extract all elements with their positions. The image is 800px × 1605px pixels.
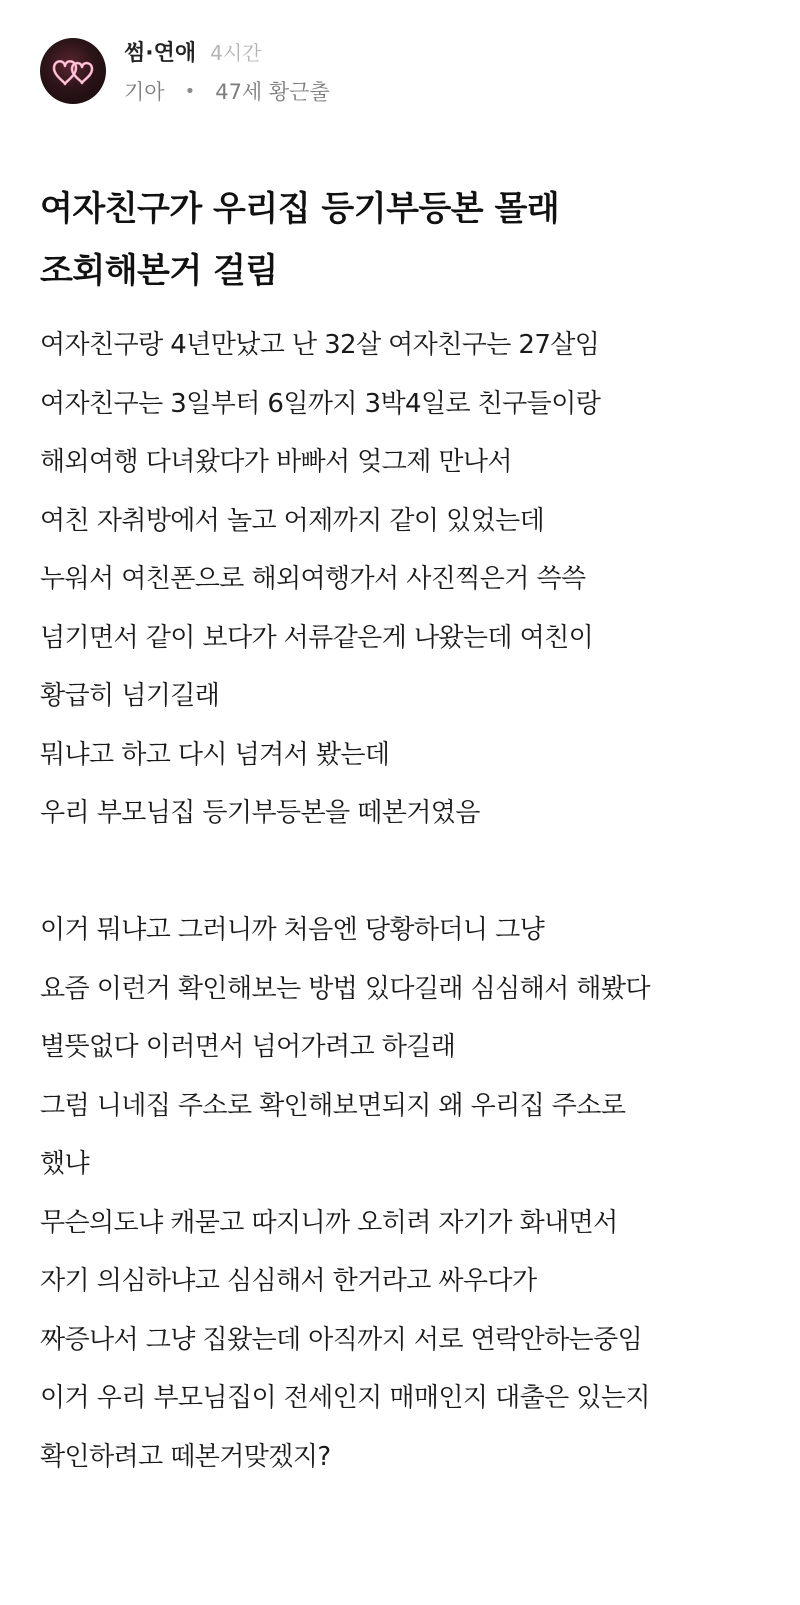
author-info[interactable]: 47세 황근출 (215, 80, 330, 104)
post-time: 4시간 (210, 41, 262, 65)
post-title-line: 여자친구가 우리집 등기부등본 몰래 (40, 189, 560, 229)
avatar[interactable] (40, 38, 106, 104)
post-title-line: 조회해본거 걸림 (40, 251, 278, 291)
post-body (40, 316, 770, 1486)
paragraph-break (40, 843, 770, 902)
body-line: 요즘 이런거 확인해보는 방법 있다길래 심심해서 해봤다 (40, 973, 650, 1004)
meta-separator: • (184, 80, 196, 102)
author-company[interactable]: 기아 (124, 80, 165, 104)
body-line: 여자친구랑 4년만났고 난 32살 여자친구는 27살임 (40, 330, 600, 360)
body-line: 여자친구는 3일부터 6일까지 3박4일로 친구들이랑 (40, 388, 601, 419)
body-line: 뭐냐고 하고 다시 넘겨서 봤는데 (40, 739, 390, 770)
body-line: 무슨의도냐 캐묻고 따지니까 오히려 자기가 화내면서 (40, 1207, 618, 1238)
body-line: 누워서 여친폰으로 해외여행가서 사진찍은거 쓱쓱 (40, 564, 586, 594)
body-line: 이거 뭐냐고 그러니까 처음엔 당황하더니 그냥 (40, 915, 545, 945)
post-header (40, 36, 330, 106)
post-meta (124, 36, 330, 106)
body-line: 자기 의심하냐고 심심해서 한거라고 싸우다가 (40, 1266, 537, 1296)
body-line: 짜증나서 그냥 집왔는데 아직까지 서로 연락안하는중임 (40, 1324, 643, 1355)
body-line: 해외여행 다녀왔다가 바빠서 엊그제 만나서 (40, 447, 512, 477)
neon-hearts-icon (40, 38, 106, 104)
body-line: 황급히 넘기길래 (40, 681, 220, 711)
body-line: 여친 자취방에서 놀고 어제까지 같이 있었는데 (40, 505, 545, 536)
body-line: 그럼 니네집 주소로 확인해보면되지 왜 우리집 주소로 (40, 1090, 626, 1121)
body-line: 확인하려고 떼본거맞겠지? (40, 1441, 331, 1472)
post-title (40, 178, 760, 302)
body-line: 별뜻없다 이러면서 넘어가려고 하길래 (40, 1032, 456, 1062)
body-line: 넘기면서 같이 보다가 서류같은게 나왔는데 여친이 (40, 622, 594, 653)
body-line: 우리 부모님집 등기부등본을 떼본거였음 (40, 798, 480, 828)
body-line: 했냐 (40, 1149, 90, 1179)
category-label[interactable]: 썸·연애 (124, 41, 197, 66)
body-line: 이거 우리 부모님집이 전세인지 매매인지 대출은 있는지 (40, 1383, 650, 1413)
